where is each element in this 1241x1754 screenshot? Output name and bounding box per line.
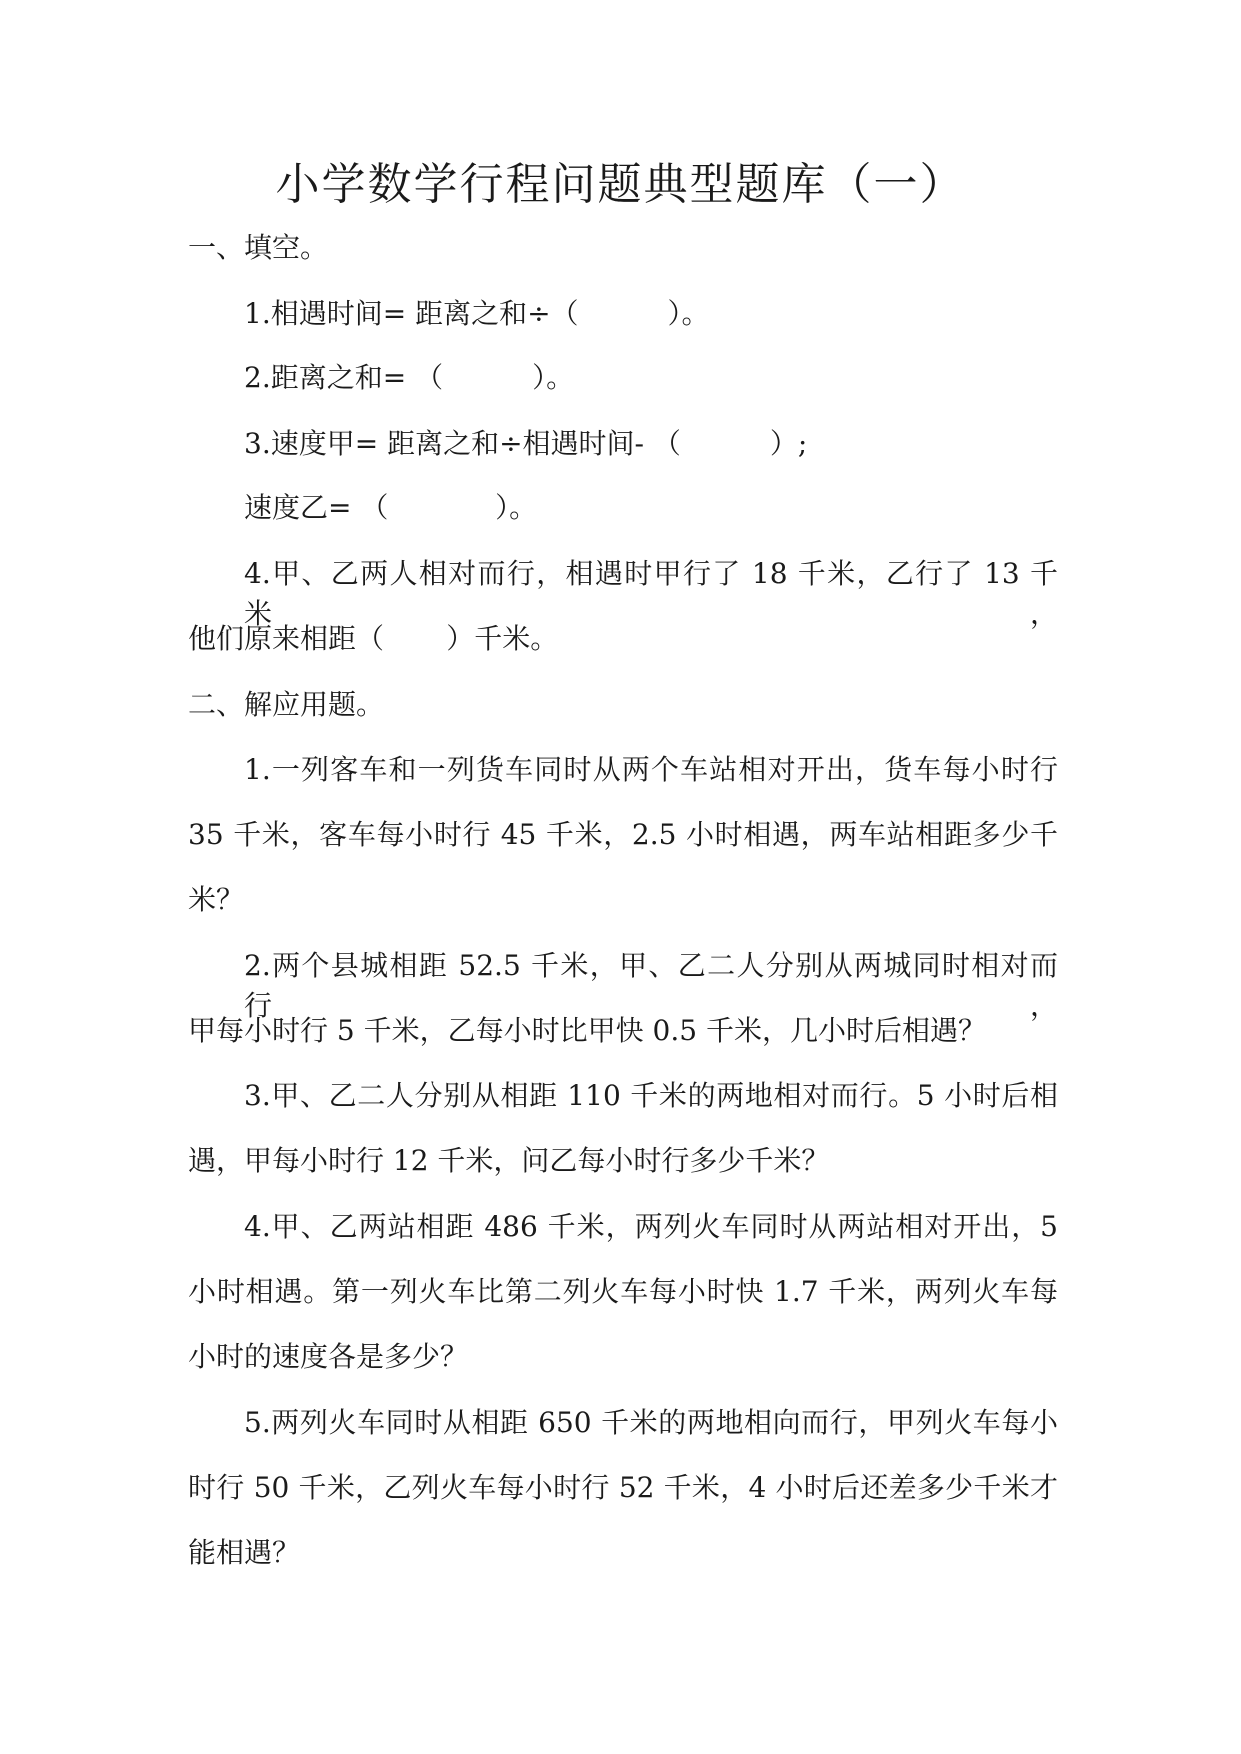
problem-3-line2: 遇，甲每小时行 12 千米，问乙每小时行多少千米？ (188, 1144, 830, 1177)
problem-1-line1: 1.一列客车和一列货车同时从两个车站相对开出，货车每小时行 (244, 753, 1058, 786)
fill-question-4-line1: 4.甲、乙两人相对而行，相遇时甲行了 18 千米，乙行了 13 千米， (244, 557, 1058, 630)
fill-question-2: 2.距离之和= （ ）。 (244, 361, 575, 394)
fill-question-1: 1.相遇时间= 距离之和÷（ ）。 (244, 297, 710, 330)
problem-5-line1: 5.两列火车同时从相距 650 千米的两地相向而行，甲列火车每小 (244, 1406, 1058, 1439)
section1-heading: 一、填空。 (188, 231, 329, 264)
problem-5-line2: 时行 50 千米，乙列火车每小时行 52 千米，4 小时后还差多少千米才 (188, 1471, 1058, 1504)
problem-5-line3: 能相遇？ (188, 1536, 301, 1569)
fill-question-3b: 速度乙= （ ）。 (244, 491, 538, 524)
problem-4-line3: 小时的速度各是多少？ (188, 1340, 469, 1373)
fill-question-4-line2: 他们原来相距（ ）千米。 (188, 622, 559, 655)
problem-2-line1: 2.两个县城相距 52.5 千米，甲、乙二人分别从两城同时相对而行， (244, 949, 1058, 1022)
problem-1-line2: 35 千米，客车每小时行 45 千米，2.5 小时相遇，两车站相距多少千 (188, 818, 1058, 851)
document-title: 小学数学行程问题典型题库（一） (275, 159, 966, 210)
problem-1-line3: 米？ (188, 883, 245, 916)
fill-question-3a: 3.速度甲= 距离之和÷相遇时间- （ ）; (244, 427, 808, 460)
section2-heading: 二、解应用题。 (188, 688, 385, 721)
problem-2-line2: 甲每小时行 5 千米，乙每小时比甲快 0.5 千米，几小时后相遇？ (188, 1014, 986, 1047)
problem-4-line1: 4.甲、乙两站相距 486 千米，两列火车同时从两站相对开出，5 (244, 1210, 1058, 1243)
problem-4-line2: 小时相遇。第一列火车比第二列火车每小时快 1.7 千米，两列火车每 (188, 1275, 1058, 1308)
problem-3-line1: 3.甲、乙二人分别从相距 110 千米的两地相对而行。5 小时后相 (244, 1079, 1058, 1112)
